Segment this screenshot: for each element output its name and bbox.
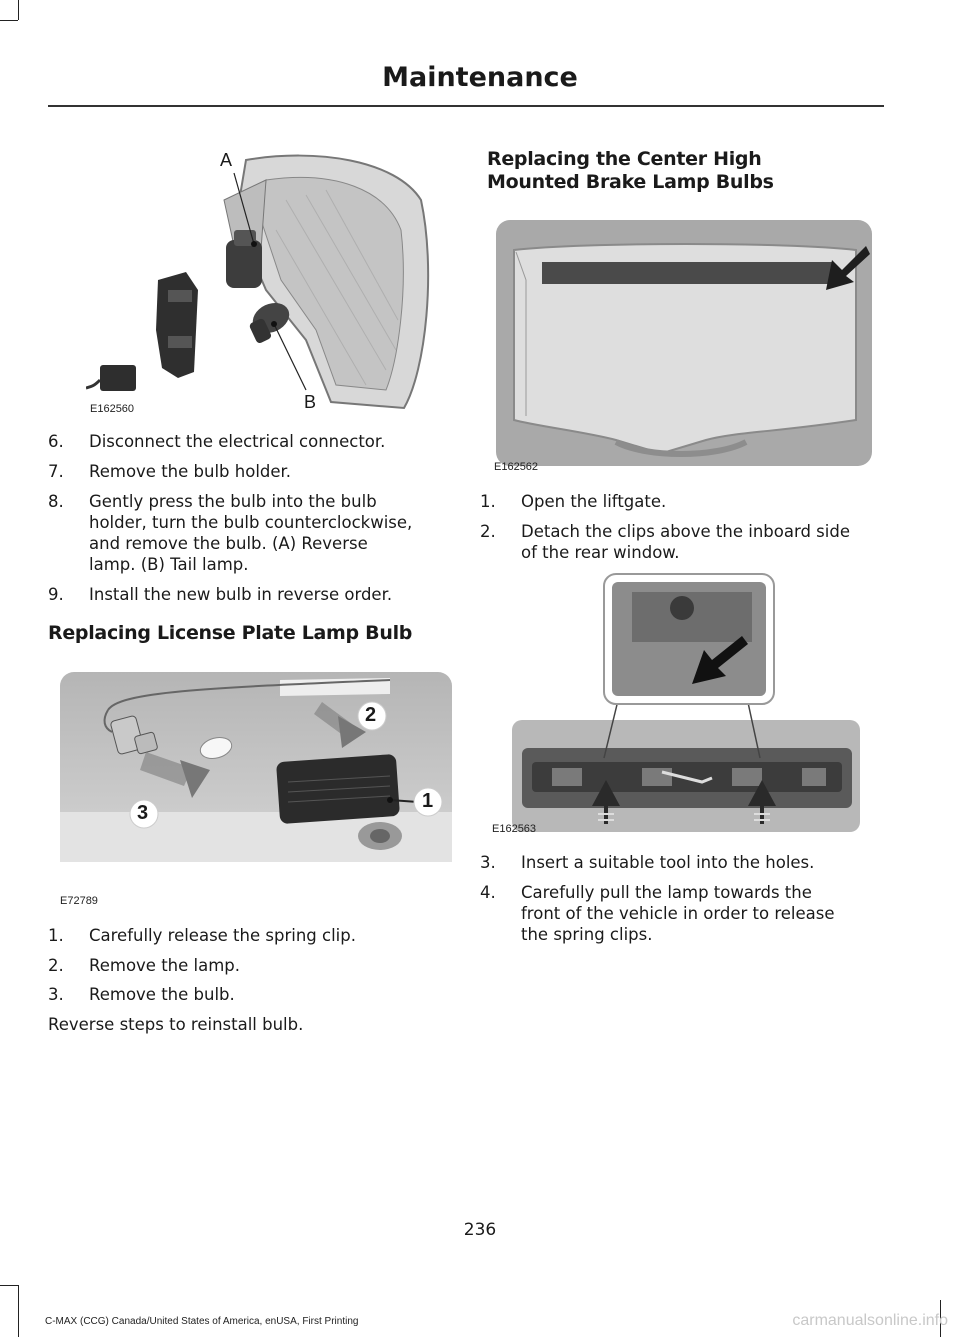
step-number: 6.: [48, 432, 64, 451]
page-number: 236: [463, 1220, 497, 1240]
header-rule: [48, 105, 884, 107]
license-note: Reverse steps to reinstall bulb.: [48, 1015, 304, 1034]
step-number: 1.: [48, 926, 64, 945]
callout-3: 3: [137, 802, 149, 824]
step-number: 7.: [48, 462, 64, 481]
section-heading-chmsl: [487, 148, 774, 194]
step-number: 9.: [48, 585, 64, 604]
tail-lamp-figure: [86, 140, 450, 420]
figure-code: E72789: [60, 895, 98, 907]
license-lamp-illustration: [60, 672, 452, 862]
step-text: Insert a suitable tool into the holes.: [521, 853, 815, 872]
chmsl-illustration: [496, 220, 872, 466]
step-text-line: front of the vehicle in order to release: [521, 904, 835, 923]
watermark: carmanualsonline.info: [792, 1312, 948, 1329]
label-a: A: [220, 150, 233, 170]
crop-mark: [18, 0, 19, 20]
crop-mark: [0, 20, 18, 21]
step-text-line: Gently press the bulb into the bulb: [89, 492, 377, 511]
step-number: 3.: [48, 985, 64, 1004]
step-number: 8.: [48, 492, 64, 511]
crop-mark: [18, 1285, 19, 1337]
page-title: Maintenance: [382, 62, 578, 93]
tail-lamp-illustration: [86, 140, 450, 420]
step-text-line: and remove the bulb. (A) Reverse: [89, 534, 368, 553]
step-number: 2.: [480, 522, 496, 541]
step-text-line: Carefully pull the lamp towards the: [521, 883, 812, 902]
step-text: Disconnect the electrical connector.: [89, 432, 386, 451]
chmsl-clips-illustration: [512, 572, 860, 832]
step-number: 1.: [480, 492, 496, 511]
step-text-line: holder, turn the bulb counterclockwise,: [89, 513, 413, 532]
callout-2: 2: [365, 704, 377, 726]
chmsl-figure: [496, 220, 872, 466]
heading-line: Replacing the Center High: [487, 148, 762, 170]
figure-code: E162562: [494, 461, 539, 473]
section-heading-license-lamp: Replacing License Plate Lamp Bulb: [48, 622, 413, 644]
step-text: Remove the bulb holder.: [89, 462, 292, 481]
step-text-line: of the rear window.: [521, 543, 680, 562]
crop-mark: [0, 1285, 18, 1286]
step-text: Carefully release the spring clip.: [89, 926, 356, 945]
chmsl-clips-figure: [512, 572, 860, 832]
step-text: Install the new bulb in reverse order.: [89, 585, 393, 604]
step-text-line: the spring clips.: [521, 925, 653, 944]
step-number: 2.: [48, 956, 64, 975]
license-lamp-figure: [60, 672, 452, 862]
step-text-line: Detach the clips above the inboard side: [521, 522, 850, 541]
step-text-line: lamp. (B) Tail lamp.: [89, 555, 249, 574]
step-text: Remove the bulb.: [89, 985, 235, 1004]
label-b: B: [304, 392, 317, 412]
figure-code: E162560: [90, 403, 135, 415]
step-number: 3.: [480, 853, 496, 872]
step-text: Open the liftgate.: [521, 492, 667, 511]
footer-text: C-MAX (CCG) Canada/United States of America, enUSA, First Printing: [45, 1316, 359, 1327]
figure-code: E162563: [492, 823, 537, 835]
step-number: 4.: [480, 883, 496, 902]
step-text: Remove the lamp.: [89, 956, 241, 975]
callout-1: 1: [422, 790, 434, 812]
heading-line: Mounted Brake Lamp Bulbs: [487, 171, 774, 193]
